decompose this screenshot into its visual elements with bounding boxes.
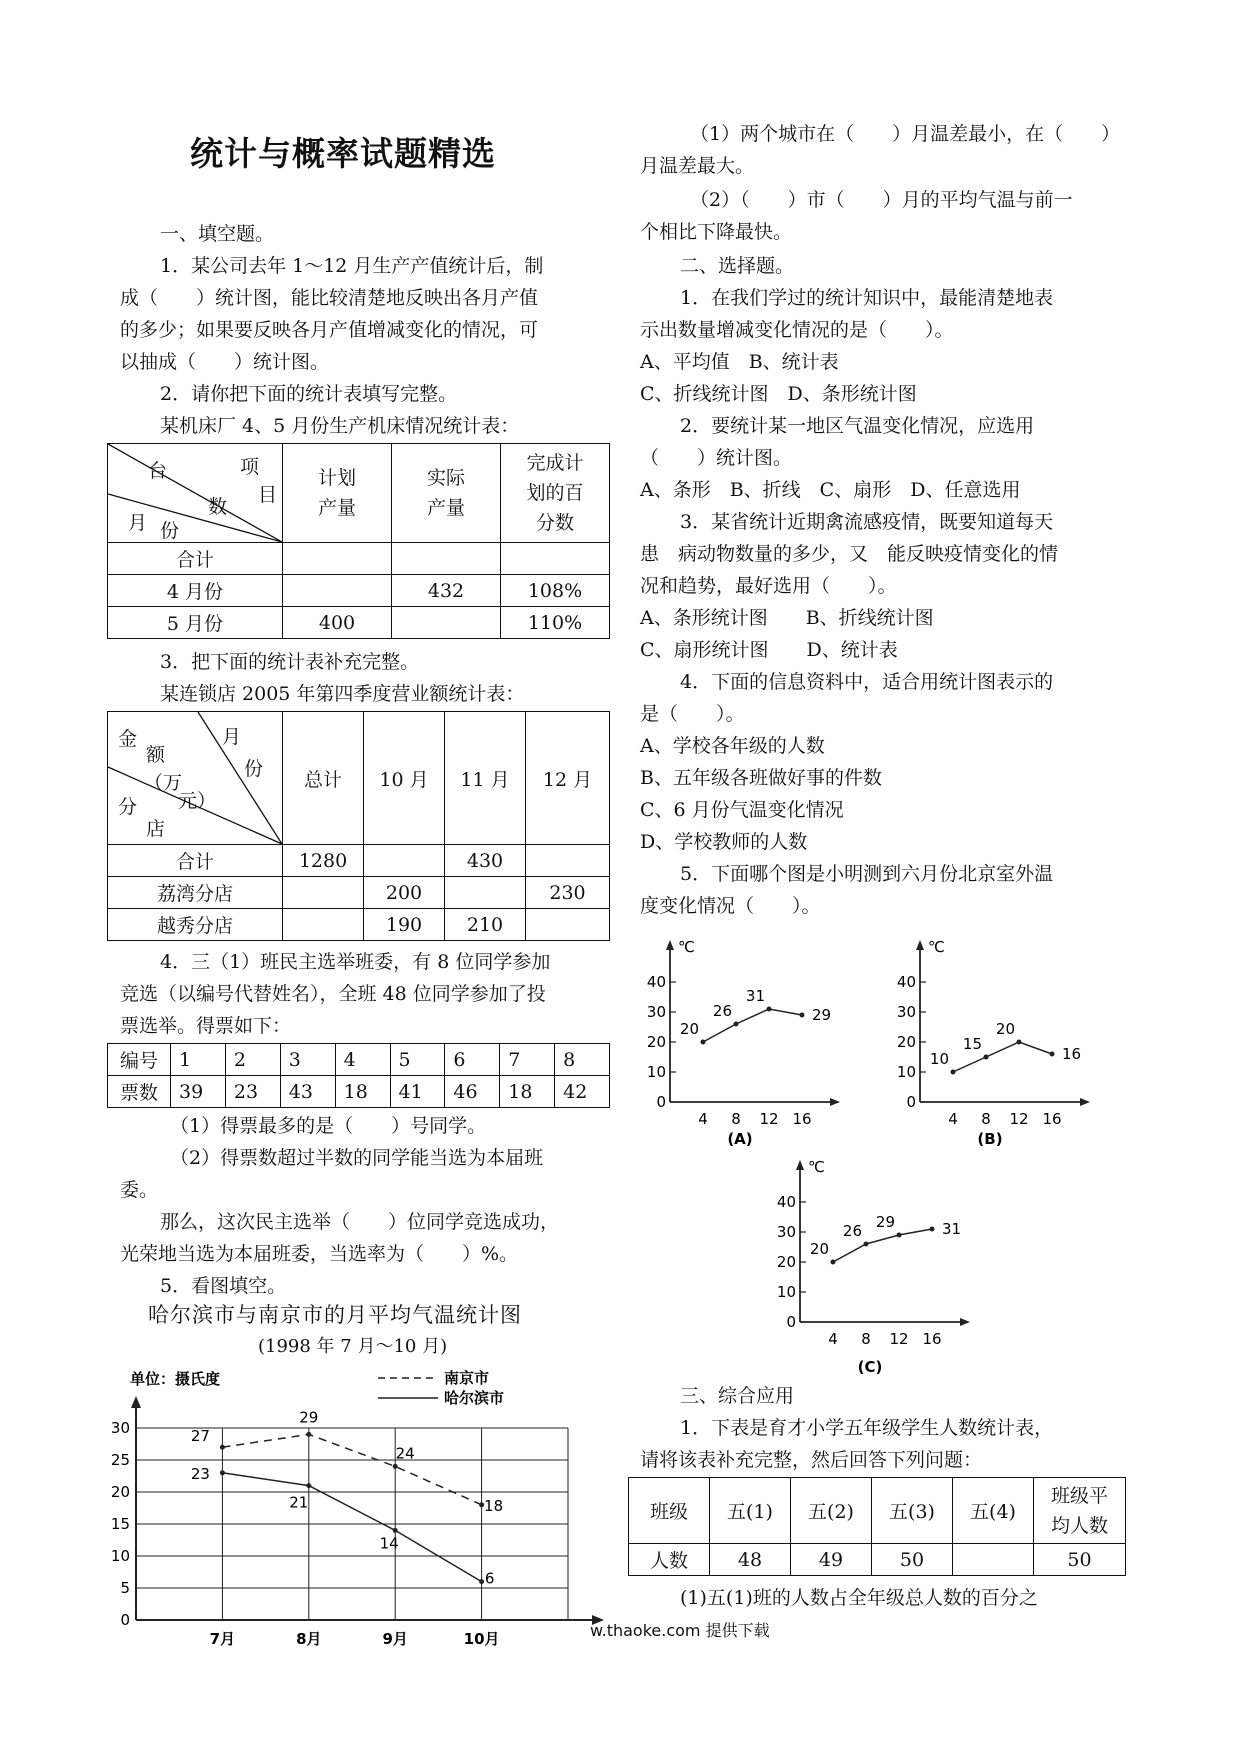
diag-label-shu: 数 — [208, 496, 228, 518]
section-heading-choice: 二、选择题。 — [680, 255, 795, 277]
header-nov: 11 月 — [445, 712, 526, 845]
q5-sub1-line1: （1）两个城市在（ ）月温差最小，在（ ） — [690, 123, 1121, 145]
data-point — [393, 1528, 398, 1533]
header-oct: 10 月 — [364, 712, 445, 845]
row-label-count: 人数 — [629, 1544, 710, 1576]
c3-options1: A、条形统计图 B、折线统计图 — [640, 607, 934, 629]
q4-sub2-line2: 委。 — [120, 1179, 159, 1201]
table-cell: 432 — [392, 575, 501, 607]
y-tick-label: 0 — [656, 1093, 666, 1111]
header-class-3: 五(3) — [872, 1478, 953, 1544]
header-percent — [501, 444, 610, 543]
table-row — [108, 575, 610, 607]
table-row — [108, 1076, 610, 1108]
header-actual — [392, 444, 501, 543]
c4-option-d: D、学校教师的人数 — [640, 831, 808, 853]
table-cell — [526, 909, 610, 941]
header-class-2: 五(2) — [791, 1478, 872, 1544]
q1-line1: 1．某公司去年 1～12 月生产产值统计后，制 — [160, 255, 544, 277]
data-label: 29 — [875, 1213, 895, 1231]
page-title: 统计与概率试题精选 — [190, 134, 496, 173]
table-cell — [501, 543, 610, 575]
row-label-id: 编号 — [108, 1044, 171, 1076]
c2-line1: 2．要统计某一地区气温变化情况，应选用 — [680, 415, 1035, 437]
y-tick-label: 20 — [896, 1033, 916, 1051]
data-point — [306, 1483, 311, 1488]
y-axis-arrow — [916, 940, 924, 950]
data-point — [930, 1227, 935, 1232]
data-label: 20 — [809, 1240, 829, 1258]
y-tick-label: 10 — [646, 1063, 666, 1081]
y-tick-label: 20 — [776, 1253, 796, 1271]
c4-line1: 4．下面的信息资料中，适合用统计图表示的 — [680, 671, 1054, 693]
x-tick-label: 4 — [828, 1330, 838, 1348]
chart-subtitle: (1998 年 7 月～10 月) — [258, 1336, 448, 1357]
data-label: 15 — [962, 1035, 982, 1053]
table-cell — [283, 909, 364, 941]
chart-caption: (C) — [857, 1358, 883, 1376]
header-average-l1: 班级平 — [1050, 1484, 1108, 1507]
table2-caption: 某连锁店 2005 年第四季度营业额统计表： — [160, 683, 525, 705]
table-row — [108, 845, 610, 877]
a1-question1: (1)五(1)班的人数占全年级总人数的百分之 — [680, 1587, 1038, 1609]
diag-label-yue: 月 — [222, 726, 242, 748]
table-cell: 18 — [500, 1076, 555, 1108]
x-tick-label: 12 — [889, 1330, 909, 1348]
y-tick-label: 0 — [786, 1313, 796, 1331]
c4-option-b: B、五年级各班做好事的件数 — [640, 767, 882, 789]
x-axis-arrow — [830, 1098, 840, 1106]
q5-text: 5．看图填空。 — [160, 1275, 287, 1297]
data-point — [984, 1055, 989, 1060]
data-label: 26 — [712, 1002, 732, 1020]
c5-line2: 度变化情况（ ）。 — [640, 895, 821, 917]
a1-line2: 请将该表补充完整，然后回答下列问题： — [640, 1449, 983, 1471]
table-cell: 400 — [283, 607, 392, 639]
table-cell: 4 月份 — [108, 575, 283, 607]
table-cell: 108% — [501, 575, 610, 607]
y-tick-label: 30 — [646, 1003, 666, 1021]
table-cell: 42 — [555, 1076, 610, 1108]
diag-label-tai: 台 — [148, 460, 168, 482]
data-label: 14 — [379, 1534, 399, 1553]
data-point — [951, 1070, 956, 1075]
table-cell: 3 — [280, 1044, 335, 1076]
table-cell: 18 — [335, 1076, 390, 1108]
q1-line4: 以抽成（ ）统计图。 — [120, 351, 330, 373]
table-cell: 1 — [171, 1044, 226, 1076]
unit-label: ℃ — [678, 938, 695, 956]
students-table — [628, 1477, 1126, 1576]
x-tick-label: 12 — [759, 1110, 779, 1128]
table-cell — [364, 845, 445, 877]
diag-label-yue: 月 — [128, 512, 148, 534]
y-tick-label: 20 — [110, 1483, 130, 1501]
table-cell: 49 — [791, 1544, 872, 1576]
section-heading-fill: 一、填空题。 — [160, 223, 275, 245]
table-cell — [526, 845, 610, 877]
c3-line2: 患 病动物数量的多少，又 能反映疫情变化的情 — [640, 543, 1059, 565]
x-tick-label: 16 — [792, 1110, 812, 1128]
table-cell — [392, 607, 501, 639]
chart-caption: (A) — [727, 1130, 753, 1148]
data-label: 27 — [190, 1427, 210, 1446]
table-row — [108, 877, 610, 909]
q5-sub1-line2: 月温差最大。 — [640, 155, 755, 177]
table-cell: 合计 — [108, 543, 283, 575]
c4-option-c: C、6 月份气温变化情况 — [640, 799, 844, 821]
x-tick-label: 8 — [731, 1110, 741, 1128]
table-cell — [445, 877, 526, 909]
diag-label-fen2: 份 — [244, 758, 264, 780]
x-axis-arrow — [1080, 1098, 1090, 1106]
c5-line1: 5．下面哪个图是小明测到六月份北京室外温 — [680, 863, 1054, 885]
unit-label: ℃ — [928, 938, 945, 956]
q4-sub1: （1）得票最多的是（ ）号同学。 — [170, 1115, 487, 1137]
diag-label-mu: 目 — [258, 484, 278, 506]
diag-label-jin: 金 — [118, 728, 138, 750]
diag-label-fen: 分 — [118, 796, 138, 818]
table-cell: 210 — [445, 909, 526, 941]
header-plan — [283, 444, 392, 543]
header-dec: 12 月 — [526, 712, 610, 845]
x-axis-arrow — [960, 1318, 970, 1326]
diag-label-e: 额 — [146, 744, 166, 766]
header-average-l2: 均人数 — [1050, 1514, 1108, 1537]
table-cell: 200 — [364, 877, 445, 909]
table-cell: 越秀分店 — [108, 909, 283, 941]
table-cell: 190 — [364, 909, 445, 941]
header-percent-l1: 完成计 — [526, 452, 584, 474]
diagonal-header-cell — [108, 712, 283, 845]
data-label: 6 — [484, 1569, 495, 1588]
data-point — [864, 1242, 869, 1247]
data-label: 20 — [679, 1020, 699, 1038]
table-cell: 7 — [500, 1044, 555, 1076]
table-cell: 2 — [225, 1044, 280, 1076]
x-tick-label: 12 — [1009, 1110, 1029, 1128]
header-average — [1034, 1478, 1126, 1544]
machine-tool-table — [107, 443, 610, 639]
header-total: 总计 — [283, 712, 364, 845]
y-tick-label: 40 — [896, 973, 916, 991]
c3-line3: 况和趋势，最好选用（ ）。 — [640, 575, 897, 597]
data-label: 31 — [745, 987, 765, 1005]
header-actual-l2: 产量 — [426, 497, 465, 519]
table-cell — [283, 543, 392, 575]
series-line — [222, 1473, 481, 1582]
data-label: 29 — [299, 1408, 319, 1427]
data-point — [831, 1260, 836, 1265]
table-cell: 41 — [390, 1076, 445, 1108]
data-point — [1050, 1052, 1055, 1057]
data-point — [1017, 1040, 1022, 1045]
small-chart-b — [890, 930, 1110, 1150]
q2-text: 2．请你把下面的统计表填写完整。 — [160, 383, 458, 405]
q1-line3: 的多少；如果要反映各月产值增减变化的情况，可 — [120, 319, 539, 341]
diag-label-dian: 店 — [146, 818, 166, 840]
table-cell: 39 — [171, 1076, 226, 1108]
votes-table — [107, 1043, 610, 1108]
x-tick-label: 4 — [698, 1110, 708, 1128]
legend-label: 哈尔滨市 — [444, 1389, 505, 1407]
table-row — [108, 543, 610, 575]
table-cell: 5 — [390, 1044, 445, 1076]
data-point — [767, 1007, 772, 1012]
c1-options2: C、折线统计图 D、条形统计图 — [640, 383, 917, 405]
q4-line1: 4．三（1）班民主选举班委，有 8 位同学参加 — [160, 951, 551, 973]
data-point — [479, 1579, 484, 1584]
table-cell — [392, 543, 501, 575]
data-label: 29 — [812, 1006, 832, 1024]
sales-table — [107, 711, 610, 941]
diag-label-yuan: 元） — [178, 790, 217, 812]
q5-sub2-line1: （2）（ ）市（ ）月的平均气温与前一 — [690, 189, 1073, 211]
q4-line2: 竞选（以编号代替姓名），全班 48 位同学参加了投 — [120, 983, 546, 1005]
data-label: 20 — [995, 1020, 1015, 1038]
temperature-line-chart — [108, 1360, 610, 1650]
y-tick-label: 15 — [110, 1515, 130, 1533]
y-tick-label: 10 — [896, 1063, 916, 1081]
table-cell — [283, 877, 364, 909]
x-tick-label: 4 — [948, 1110, 958, 1128]
table-row — [108, 909, 610, 941]
y-tick-label: 0 — [906, 1093, 916, 1111]
diag-label-xiang: 项 — [240, 456, 260, 478]
y-tick-label: 30 — [110, 1419, 130, 1437]
data-point — [701, 1040, 706, 1045]
c4-line2: 是（ ）。 — [640, 703, 745, 725]
q4-sub3-line1: 那么，这次民主选举（ ）位同学竞选成功， — [160, 1211, 560, 1233]
table-cell: 50 — [1034, 1544, 1126, 1576]
y-tick-label: 10 — [776, 1283, 796, 1301]
q1-line2: 成（ ）统计图，能比较清楚地反映出各月产值 — [120, 287, 539, 309]
c2-options: A、条形 B、折线 C、扇形 D、任意选用 — [640, 479, 1021, 501]
x-tick-label: 8 — [981, 1110, 991, 1128]
x-tick-label: 9月 — [382, 1630, 408, 1648]
y-tick-label: 0 — [120, 1611, 130, 1629]
c1-options1: A、平均值 B、统计表 — [640, 351, 839, 373]
table-cell: 46 — [445, 1076, 500, 1108]
header-plan-l2: 产量 — [317, 497, 356, 519]
legend-label: 南京市 — [444, 1369, 490, 1387]
table-cell: 230 — [526, 877, 610, 909]
table-cell: 48 — [710, 1544, 791, 1576]
x-tick-label: 10月 — [463, 1630, 500, 1648]
data-label: 31 — [942, 1220, 962, 1238]
x-tick-label: 16 — [922, 1330, 942, 1348]
y-axis-unit-label: 单位：摄氏度 — [130, 1370, 221, 1388]
c4-option-a: A、学校各年级的人数 — [640, 735, 825, 757]
data-point — [897, 1233, 902, 1238]
y-tick-label: 30 — [776, 1223, 796, 1241]
table-cell: 8 — [555, 1044, 610, 1076]
table-cell: 荔湾分店 — [108, 877, 283, 909]
data-label: 10 — [929, 1050, 949, 1068]
series-line — [222, 1434, 481, 1504]
c3-line1: 3．某省统计近期禽流感疫情，既要知道每天 — [680, 511, 1054, 533]
table-cell — [953, 1544, 1034, 1576]
y-tick-label: 25 — [110, 1451, 130, 1469]
diagonal-header-cell — [108, 444, 283, 543]
diag-label-fen: 份 — [160, 520, 180, 542]
unit-label: ℃ — [808, 1158, 825, 1176]
x-tick-label: 8 — [861, 1330, 871, 1348]
table-row — [108, 607, 610, 639]
y-axis-arrow — [666, 940, 674, 950]
y-tick-label: 40 — [646, 973, 666, 991]
c1-line1: 1．在我们学过的统计知识中，最能清楚地表 — [680, 287, 1054, 309]
data-point — [306, 1432, 311, 1437]
diag-label-wan: （万 — [144, 772, 183, 794]
table1-caption: 某机床厂 4、5 月份生产机床情况统计表： — [160, 415, 520, 437]
q3-text: 3．把下面的统计表补充完整。 — [160, 651, 420, 673]
table-row — [108, 1044, 610, 1076]
data-label: 18 — [484, 1496, 504, 1515]
a1-line1: 1．下表是育才小学五年级学生人数统计表， — [680, 1417, 1054, 1439]
table-cell: 1280 — [283, 845, 364, 877]
header-actual-l1: 实际 — [426, 467, 465, 489]
header-percent-l3: 分数 — [535, 512, 574, 534]
c3-options2: C、扇形统计图 D、统计表 — [640, 639, 898, 661]
table-cell: 4 — [335, 1044, 390, 1076]
small-chart-c — [770, 1150, 990, 1380]
section-heading-apply: 三、综合应用 — [680, 1385, 795, 1407]
x-tick-label: 7月 — [209, 1630, 236, 1648]
q5-sub2-line2: 个相比下降最快。 — [640, 221, 793, 243]
row-label-votes: 票数 — [108, 1076, 171, 1108]
table-cell — [283, 575, 392, 607]
q4-sub2-line1: （2）得票数超过半数的同学能当选为本届班 — [170, 1147, 544, 1169]
y-tick-label: 30 — [896, 1003, 916, 1021]
data-label: 24 — [395, 1444, 415, 1463]
header-percent-l2: 划的百 — [526, 482, 584, 504]
header-plan-l1: 计划 — [317, 467, 356, 489]
footer-source: w.thaoke.com 提供下载 — [590, 1621, 770, 1640]
table-cell: 430 — [445, 845, 526, 877]
c2-line2: （ ）统计图。 — [640, 447, 793, 469]
y-tick-label: 10 — [110, 1547, 130, 1565]
table-cell: 6 — [445, 1044, 500, 1076]
x-tick-label: 8月 — [296, 1630, 322, 1648]
y-axis-arrow — [131, 1396, 141, 1408]
y-tick-label: 5 — [120, 1579, 130, 1597]
q4-line3: 票选举。得票如下： — [120, 1015, 292, 1037]
chart-caption: (B) — [977, 1130, 1003, 1148]
data-point — [734, 1022, 739, 1027]
table-cell: 23 — [225, 1076, 280, 1108]
small-chart-a — [640, 930, 860, 1150]
table-cell: 110% — [501, 607, 610, 639]
data-point — [393, 1464, 398, 1469]
table-cell: 合计 — [108, 845, 283, 877]
data-label: 16 — [1062, 1045, 1082, 1063]
data-point — [220, 1445, 225, 1450]
table-cell: 43 — [280, 1076, 335, 1108]
header-class-4: 五(4) — [953, 1478, 1034, 1544]
header-class-1: 五(1) — [710, 1478, 791, 1544]
c1-line2: 示出数量增减变化情况的是（ ）。 — [640, 319, 954, 341]
chart-title: 哈尔滨市与南京市的月平均气温统计图 — [148, 1303, 522, 1327]
q4-sub3-line2: 光荣地当选为本届班委，当选率为（ ）%。 — [120, 1243, 519, 1265]
data-point — [800, 1013, 805, 1018]
y-tick-label: 40 — [776, 1193, 796, 1211]
data-label: 21 — [289, 1493, 309, 1512]
data-label: 26 — [842, 1222, 862, 1240]
table-cell: 50 — [872, 1544, 953, 1576]
y-axis-arrow — [796, 1160, 804, 1170]
table-row — [629, 1544, 1126, 1576]
y-tick-label: 20 — [646, 1033, 666, 1051]
header-class: 班级 — [629, 1478, 710, 1544]
table-cell: 5 月份 — [108, 607, 283, 639]
data-point — [220, 1470, 225, 1475]
x-tick-label: 16 — [1042, 1110, 1062, 1128]
data-label: 23 — [190, 1464, 210, 1483]
